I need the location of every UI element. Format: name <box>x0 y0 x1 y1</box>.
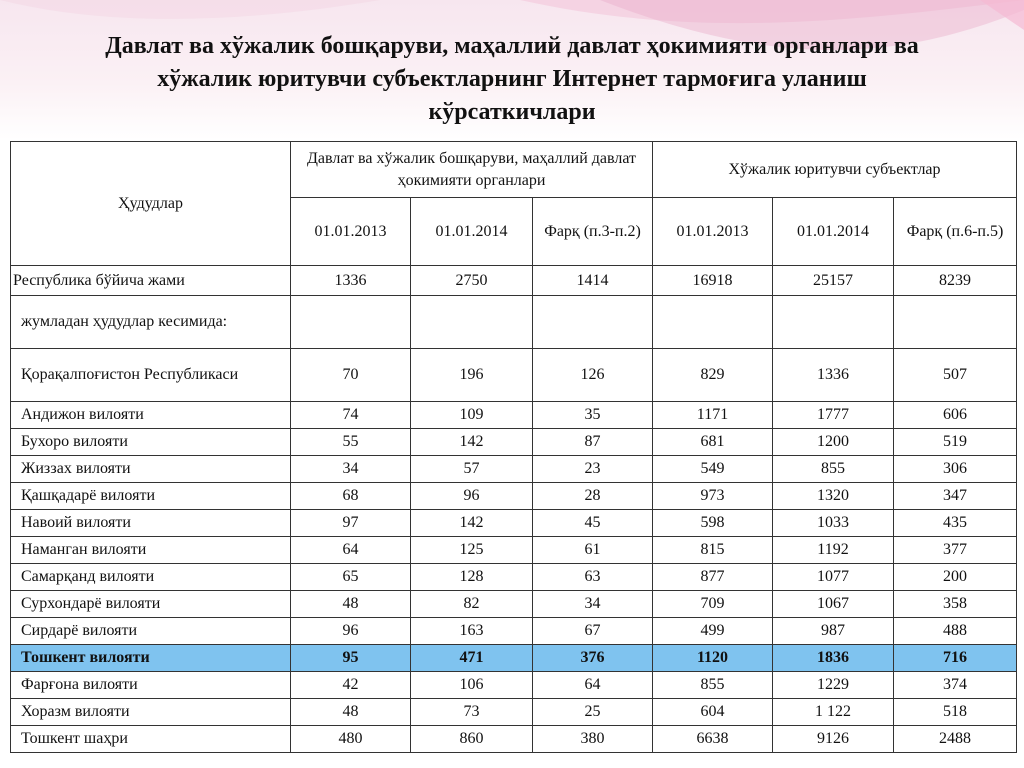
cell-value: 815 <box>653 537 773 564</box>
table-row <box>11 429 1017 456</box>
cell-value: 518 <box>894 699 1017 726</box>
table-row <box>11 456 1017 483</box>
cell-value: 507 <box>894 349 1017 402</box>
table-row-republic <box>11 266 1017 296</box>
empty-cell <box>894 296 1017 349</box>
cell-value: 519 <box>894 429 1017 456</box>
cell-value: 358 <box>894 591 1017 618</box>
cell-value: 61 <box>533 537 653 564</box>
cell-value: 1 122 <box>773 699 894 726</box>
cell-value: 2488 <box>894 726 1017 753</box>
cell-value: 95 <box>291 645 411 672</box>
cell-value: 709 <box>653 591 773 618</box>
row-label: Хоразм вилояти <box>11 699 291 726</box>
table-row <box>11 402 1017 429</box>
row-label: Наманган вилояти <box>11 537 291 564</box>
title-line-3: кўрсаткичлари <box>428 99 596 125</box>
cell-value: 16918 <box>653 266 773 296</box>
cell-value: 82 <box>411 591 533 618</box>
cell-value: 855 <box>773 456 894 483</box>
table-row <box>11 672 1017 699</box>
cell-value: 1171 <box>653 402 773 429</box>
cell-value: 97 <box>291 510 411 537</box>
cell-value: 64 <box>533 672 653 699</box>
row-label: Андижон вилояти <box>11 402 291 429</box>
row-label: Тошкент шаҳри <box>11 726 291 753</box>
cell-value: 1192 <box>773 537 894 564</box>
row-label: Республика бўйича жами <box>11 266 291 296</box>
cell-value: 987 <box>773 618 894 645</box>
table-row <box>11 537 1017 564</box>
row-label: Самарқанд вилояти <box>11 564 291 591</box>
table-row-subtitle <box>11 296 1017 349</box>
cell-value: 196 <box>411 349 533 402</box>
cell-value: 35 <box>533 402 653 429</box>
cell-value: 716 <box>894 645 1017 672</box>
cell-value: 68 <box>291 483 411 510</box>
title-line-2: хўжалик юритувчи субъектларнинг Интернет тармоғига уланиш <box>157 66 867 92</box>
cell-value: 74 <box>291 402 411 429</box>
cell-value: 25 <box>533 699 653 726</box>
cell-value: 376 <box>533 645 653 672</box>
table-row <box>11 726 1017 753</box>
cell-value: 1067 <box>773 591 894 618</box>
subheader-gov-diff: Фарқ (п.3-п.2) <box>533 198 653 266</box>
cell-value: 855 <box>653 672 773 699</box>
cell-value: 109 <box>411 402 533 429</box>
cell-value: 435 <box>894 510 1017 537</box>
cell-value: 28 <box>533 483 653 510</box>
row-label: жумладан ҳудудлар кесимида: <box>11 296 291 349</box>
cell-value: 57 <box>411 456 533 483</box>
cell-value: 1336 <box>291 266 411 296</box>
row-label: Фарғона вилояти <box>11 672 291 699</box>
cell-value: 125 <box>411 537 533 564</box>
cell-value: 973 <box>653 483 773 510</box>
cell-value: 1777 <box>773 402 894 429</box>
cell-value: 34 <box>291 456 411 483</box>
table-row <box>11 483 1017 510</box>
cell-value: 604 <box>653 699 773 726</box>
cell-value: 42 <box>291 672 411 699</box>
cell-value: 606 <box>894 402 1017 429</box>
table-row <box>11 591 1017 618</box>
cell-value: 70 <box>291 349 411 402</box>
cell-value: 860 <box>411 726 533 753</box>
title-line-1: Давлат ва хўжалик бошқаруви, маҳаллий давлат ҳокимияти органлари ва <box>105 33 919 59</box>
cell-value: 87 <box>533 429 653 456</box>
table-row <box>11 510 1017 537</box>
cell-value: 142 <box>411 510 533 537</box>
cell-value: 549 <box>653 456 773 483</box>
cell-value: 499 <box>653 618 773 645</box>
empty-cell <box>411 296 533 349</box>
header-group-business: Хўжалик юритувчи субъектлар <box>653 142 1017 198</box>
row-label: Қашқадарё вилояти <box>11 483 291 510</box>
cell-value: 1229 <box>773 672 894 699</box>
row-label: Жиззах вилояти <box>11 456 291 483</box>
header-regions: Ҳудудлар <box>11 142 291 266</box>
cell-value: 163 <box>411 618 533 645</box>
row-label: Тошкент вилояти <box>11 645 291 672</box>
cell-value: 65 <box>291 564 411 591</box>
cell-value: 488 <box>894 618 1017 645</box>
cell-value: 23 <box>533 456 653 483</box>
cell-value: 374 <box>894 672 1017 699</box>
subheader-bus-diff: Фарқ (п.6-п.5) <box>894 198 1017 266</box>
cell-value: 1336 <box>773 349 894 402</box>
cell-value: 106 <box>411 672 533 699</box>
cell-value: 1077 <box>773 564 894 591</box>
cell-value: 6638 <box>653 726 773 753</box>
cell-value: 128 <box>411 564 533 591</box>
cell-value: 126 <box>533 349 653 402</box>
cell-value: 2750 <box>411 266 533 296</box>
cell-value: 34 <box>533 591 653 618</box>
cell-value: 55 <box>291 429 411 456</box>
row-label: Қорақалпоғистон Республикаси <box>11 349 291 402</box>
cell-value: 9126 <box>773 726 894 753</box>
subheader-bus-2013: 01.01.2013 <box>653 198 773 266</box>
cell-value: 471 <box>411 645 533 672</box>
cell-value: 96 <box>411 483 533 510</box>
cell-value: 45 <box>533 510 653 537</box>
cell-value: 380 <box>533 726 653 753</box>
row-label: Сурхондарё вилояти <box>11 591 291 618</box>
table-row <box>11 645 1017 672</box>
empty-cell <box>773 296 894 349</box>
cell-value: 877 <box>653 564 773 591</box>
row-label: Навоий вилояти <box>11 510 291 537</box>
cell-value: 63 <box>533 564 653 591</box>
cell-value: 1414 <box>533 266 653 296</box>
cell-value: 681 <box>653 429 773 456</box>
internet-connection-table <box>10 141 1017 753</box>
cell-value: 96 <box>291 618 411 645</box>
cell-value: 1200 <box>773 429 894 456</box>
row-label: Сирдарё вилояти <box>11 618 291 645</box>
empty-cell <box>653 296 773 349</box>
cell-value: 1033 <box>773 510 894 537</box>
cell-value: 829 <box>653 349 773 402</box>
subheader-gov-2014: 01.01.2014 <box>411 198 533 266</box>
subheader-gov-2013: 01.01.2013 <box>291 198 411 266</box>
cell-value: 64 <box>291 537 411 564</box>
empty-cell <box>291 296 411 349</box>
cell-value: 347 <box>894 483 1017 510</box>
empty-cell <box>533 296 653 349</box>
cell-value: 306 <box>894 456 1017 483</box>
cell-value: 48 <box>291 591 411 618</box>
row-label: Бухоро вилояти <box>11 429 291 456</box>
cell-value: 200 <box>894 564 1017 591</box>
table-row <box>11 349 1017 402</box>
cell-value: 48 <box>291 699 411 726</box>
cell-value: 598 <box>653 510 773 537</box>
page-title <box>10 30 1014 129</box>
subheader-bus-2014: 01.01.2014 <box>773 198 894 266</box>
cell-value: 73 <box>411 699 533 726</box>
header-group-government: Давлат ва хўжалик бошқаруви, маҳаллий давлат ҳокимияти органлари <box>291 142 653 198</box>
cell-value: 1836 <box>773 645 894 672</box>
cell-value: 377 <box>894 537 1017 564</box>
cell-value: 1120 <box>653 645 773 672</box>
cell-value: 1320 <box>773 483 894 510</box>
cell-value: 67 <box>533 618 653 645</box>
table-row <box>11 618 1017 645</box>
cell-value: 25157 <box>773 266 894 296</box>
cell-value: 142 <box>411 429 533 456</box>
table-row <box>11 699 1017 726</box>
table-row <box>11 564 1017 591</box>
cell-value: 8239 <box>894 266 1017 296</box>
cell-value: 480 <box>291 726 411 753</box>
